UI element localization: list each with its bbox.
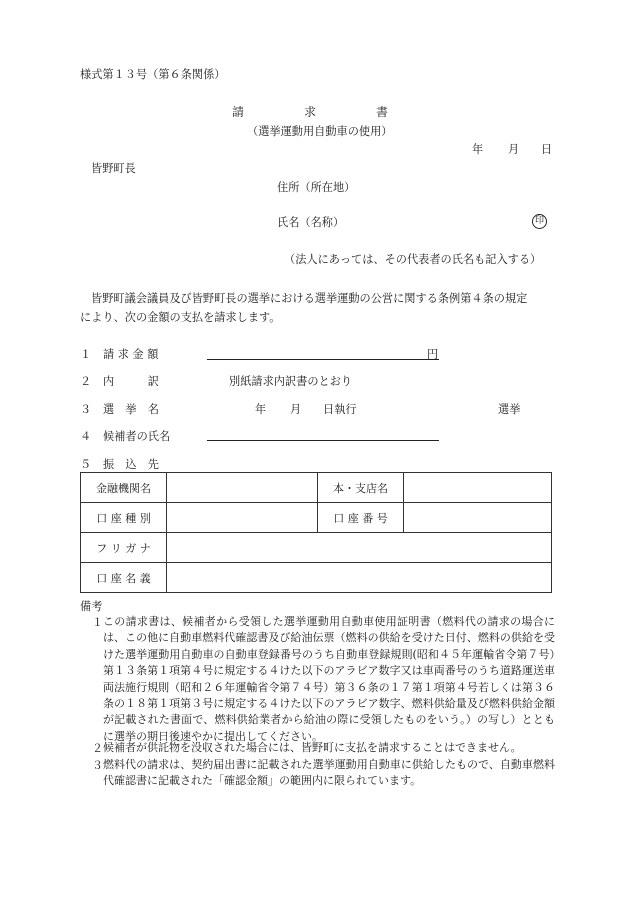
item-3-label: 選 挙 名 xyxy=(103,403,159,416)
corporate-note: （法人にあっては、その代表者の氏名も記入する） xyxy=(284,253,542,266)
item-5-label: 振 込 先 xyxy=(103,458,159,471)
name-label: 氏名（名称） xyxy=(277,216,345,229)
item-1-number: １ xyxy=(80,348,92,361)
account-holder-field[interactable] xyxy=(167,563,552,593)
account-type-label: 口 座 種 別 xyxy=(81,503,167,533)
election-month: 月 xyxy=(290,403,302,416)
date-day: 日 xyxy=(541,143,553,156)
form-number: 様式第１３号（第６条関係） xyxy=(80,68,226,81)
intro-line-2: により、次の金額の支払を請求します。 xyxy=(80,311,281,324)
item-2-number: ２ xyxy=(80,375,92,388)
table-row xyxy=(81,503,552,533)
election-suffix: 選挙 xyxy=(498,403,521,416)
breakdown-value: 別紙請求内訳書のとおり xyxy=(229,375,353,388)
addressee: 皆野町長 xyxy=(91,162,136,175)
remark-1-text: この請求書は、候補者から受領した選挙運動用自動車使用証明書（燃料代の請求の場合には、この他に自動車燃料代確認書及び給油伝票（燃料の供給を受けた日付、燃料の供給を受けた選挙運動用自動車の自動車登録番号のうち自動車登録規則(昭和４５年運輸省令第７号）第１３条第１項第４号に規定する４けた以下のアラビア数字又は車両番号のうち道路運送車両法施行規則（昭和２６年運輸省令第７４号）第３６条の１７第１項第４号若しくは第３６条の１８第１項第３号に規定する４けた以下のアラビア数字、燃料供給量及び燃料供給金額が記載された書面で、燃料供給業者から給油の際に受領したものをいう。）の写し）とともに選挙の期日後速やかに提出してください。 xyxy=(103,615,555,743)
account-number-label: 口 座 番 号 xyxy=(318,503,404,533)
address-label: 住所（所在地） xyxy=(277,181,356,194)
item-4-label: 候補者の氏名 xyxy=(103,430,171,443)
election-year: 年 xyxy=(255,403,267,416)
remark-3-number: ３ xyxy=(92,759,103,772)
table-row xyxy=(81,533,552,563)
bank-name-field[interactable] xyxy=(167,473,318,503)
remark-1-number: １ xyxy=(92,616,103,629)
document-subtitle: （選挙運動用自動車の使用） xyxy=(247,125,393,138)
amount-underline xyxy=(207,359,439,360)
document-title: 請 求 書 xyxy=(232,105,389,119)
remark-2-text: 候補者が供託物を没収された場合には、皆野町に支払を請求することはできません。 xyxy=(103,741,522,754)
date-month: 月 xyxy=(508,143,520,156)
remarks-title: 備考 xyxy=(80,600,103,613)
date-year: 年 xyxy=(472,143,484,156)
seal-mark: 印 xyxy=(532,214,547,229)
item-5-number: ５ xyxy=(80,458,92,471)
item-1-label: 請 求 金 額 xyxy=(103,348,159,361)
table-row xyxy=(81,563,552,593)
remark-2-number: ２ xyxy=(92,742,103,755)
account-number-field[interactable] xyxy=(404,503,552,533)
branch-label: 本・支店名 xyxy=(318,473,404,503)
furigana-label: フ リ ガ ナ xyxy=(81,533,167,563)
amount-unit: 円 xyxy=(427,348,439,361)
table-row xyxy=(81,473,552,503)
account-holder-label: 口 座 名 義 xyxy=(81,563,167,593)
bank-account-table xyxy=(80,472,552,593)
intro-line-1: 皆野町議会議員及び皆野町長の選挙における選挙運動の公営に関する条例第４条の規定 xyxy=(91,292,528,305)
election-day: 日執行 xyxy=(323,403,357,416)
furigana-field[interactable] xyxy=(167,533,552,563)
item-3-number: ３ xyxy=(80,403,92,416)
item-2-label: 内 訳 xyxy=(103,375,159,388)
bank-name-label: 金融機関名 xyxy=(81,473,167,503)
branch-field[interactable] xyxy=(404,473,552,503)
account-type-field[interactable] xyxy=(167,503,318,533)
candidate-underline xyxy=(207,440,439,441)
item-4-number: ４ xyxy=(80,430,92,443)
remark-3-text: 燃料代の請求は、契約届出書に記載された選挙運動用自動車に供給したもので、自動車燃料代確認書に記載された「確認金額」の範囲内に限られています。 xyxy=(103,758,555,788)
